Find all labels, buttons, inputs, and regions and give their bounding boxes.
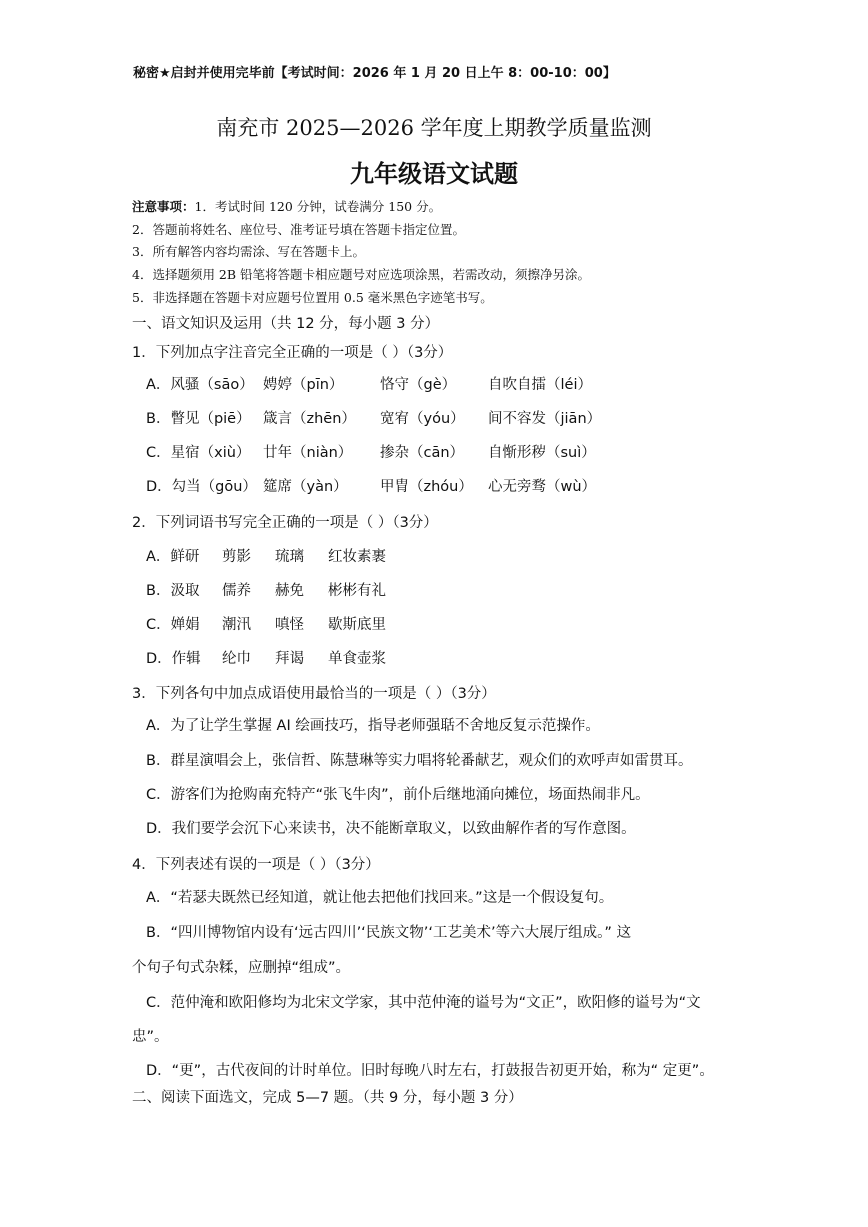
notes-line-1	[132, 196, 590, 219]
option-cell: C．星宿（xiù）	[146, 445, 251, 461]
option-cell: 间不容发（jiān）	[488, 411, 602, 427]
question-2-option-a	[146, 545, 386, 566]
section-1-heading: 一、语文知识及运用（共 12 分，每小题 3 分）	[132, 316, 440, 332]
question-2-option-d	[146, 647, 386, 668]
question-3-option-a: A．为了让学生掌握 AI 绘画技巧，指导老师强聒不舍地反复示范操作。	[146, 718, 600, 734]
question-1-option-a	[146, 373, 592, 394]
option-cell: 娉婷（pīn）	[263, 377, 344, 393]
notes-item: 5．非选择题在答题卡对应题号位置用 0.5 毫米黑色字迹笔书写。	[132, 289, 493, 305]
question-4-option-a: A．“若瑟夫既然已经知道，就让他去把他们找回来。”这是一个假设复句。	[146, 890, 614, 906]
option-cell: B．瞥见（piē）	[146, 411, 251, 427]
question-4-option-c-cont: 忠”。	[132, 1029, 169, 1045]
exam-title: 南充市 2025—2026 学年度上期教学质量监测	[216, 116, 652, 140]
notes-item: 2．答题前将姓名、座位号、准考证号填在答题卡指定位置。	[132, 221, 465, 237]
question-1-option-b	[146, 407, 601, 428]
option-cell: 歇斯底里	[328, 617, 386, 633]
notes-block	[132, 196, 590, 310]
notes-head: 注意事项：	[132, 199, 195, 214]
question-4-option-b: B．“四川博物馆内设有‘远古四川’‘民族文物’‘工艺美术’等六大展厅组成。” 这	[146, 925, 631, 941]
option-cell: 恪守（gè）	[380, 377, 457, 393]
question-3-option-c: C．游客们为抢购南充特产“张飞牛肉”，前仆后继地涌向摊位，场面热闹非凡。	[146, 787, 650, 803]
notes-item: 1．考试时间 120 分钟，试卷满分 150 分。	[194, 199, 442, 214]
notes-item: 4．选择题须用 2B 铅笔将答题卡相应题号对应选项涂黑，若需改动，须擦净另涂。	[132, 267, 591, 283]
question-1-stem: 1．下列加点字注音完全正确的一项是（ ）（3分）	[132, 345, 453, 361]
option-cell: C．婵娟	[146, 617, 200, 633]
question-2-stem: 2．下列词语书写完全正确的一项是（ ）（3分）	[132, 515, 438, 531]
question-4-stem: 4．下列表述有误的一项是（ ）（3分）	[132, 857, 380, 873]
option-cell: A．鲜研	[146, 549, 200, 565]
question-1-option-d	[146, 475, 596, 496]
question-3-option-d: D．我们要学会沉下心来读书，决不能断章取义，以致曲解作者的写作意图。	[146, 821, 636, 837]
option-cell: 筵席（yàn）	[263, 479, 348, 495]
option-cell: 儒养	[222, 583, 251, 599]
question-3-option-b: B．群星演唱会上，张信哲、陈慧琳等实力唱将轮番献艺，观众们的欢呼声如雷贯耳。	[146, 753, 693, 769]
option-cell: 剪影	[222, 549, 251, 565]
option-cell: 自吹自擂（léi）	[488, 377, 592, 393]
option-cell: 红妆素裹	[328, 549, 386, 565]
option-cell: 廿年（niàn）	[263, 445, 353, 461]
option-cell: 潮汛	[222, 617, 251, 633]
question-1-option-c	[146, 441, 596, 462]
option-cell: 心无旁骛（wù）	[488, 479, 597, 495]
option-cell: 赫免	[275, 583, 304, 599]
question-4-option-b-cont: 个句子句式杂糅，应删掉“组成”。	[132, 960, 351, 976]
option-cell: 单食壶浆	[328, 651, 386, 667]
exam-subtitle: 九年级语文试题	[350, 159, 518, 188]
question-4-option-d: D．“更”，古代夜间的计时单位。旧时每晚八时左右，打鼓报告初更开始，称为“ 定更”。	[146, 1063, 714, 1079]
option-cell: 宽宥（yóu）	[380, 411, 465, 427]
option-cell: 箴言（zhēn）	[263, 411, 356, 427]
option-cell: B．汲取	[146, 583, 200, 599]
section-2-heading: 二、阅读下面选文，完成 5—7 题。（共 9 分，每小题 3 分）	[132, 1090, 523, 1106]
option-cell: 甲胄（zhóu）	[380, 479, 473, 495]
question-2-option-b	[146, 579, 386, 600]
option-cell: 嗔怪	[275, 617, 304, 633]
option-cell: 拜谒	[275, 651, 304, 667]
option-cell: 自惭形秽（suì）	[488, 445, 596, 461]
option-cell: D．勾当（gōu）	[146, 479, 257, 495]
option-cell: 琉璃	[275, 549, 304, 565]
question-4-option-c: C．范仲淹和欧阳修均为北宋文学家，其中范仲淹的谥号为“文正”，欧阳修的谥号为“文	[146, 995, 701, 1011]
option-cell: 纶巾	[222, 651, 251, 667]
option-cell: D．作辑	[146, 651, 201, 667]
notes-item: 3．所有解答内容均需涂、写在答题卡上。	[132, 244, 365, 260]
option-cell: A．风骚（sāo）	[146, 377, 254, 393]
question-2-option-c	[146, 613, 386, 634]
option-cell: 掺杂（cān）	[380, 445, 465, 461]
secret-line: 秘密★启封并使用完毕前【考试时间：2026 年 1 月 20 日上午 8：00-10：00】	[133, 66, 616, 81]
option-cell: 彬彬有礼	[328, 583, 386, 599]
question-3-stem: 3．下列各句中加点成语使用最恰当的一项是（ ）（3分）	[132, 686, 496, 702]
